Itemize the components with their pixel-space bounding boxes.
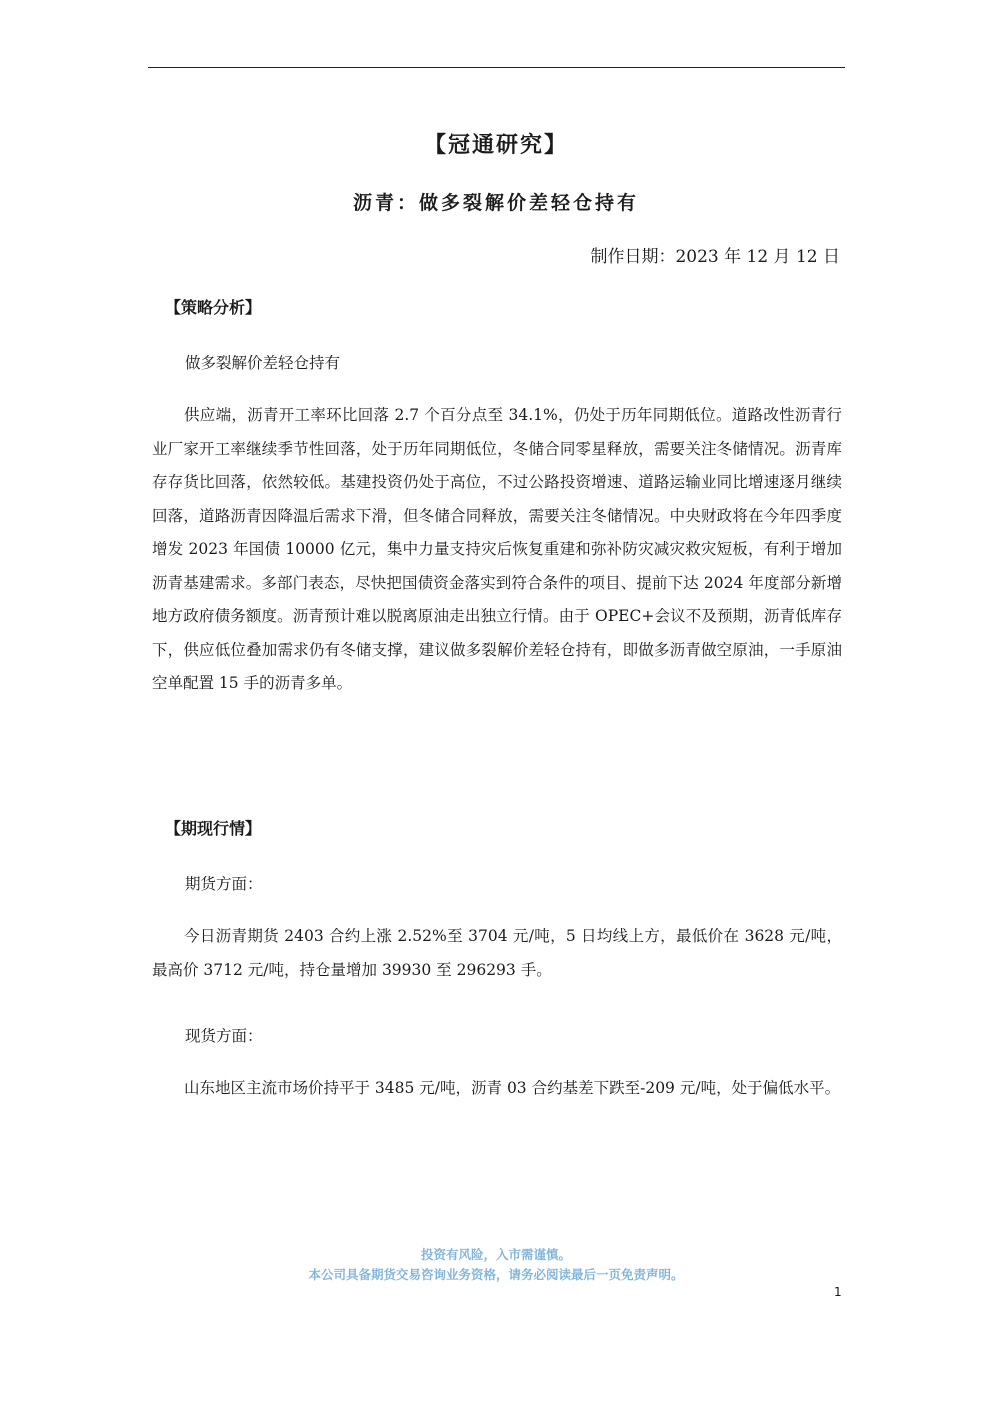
futures-text: 今日沥青期货 2403 合约上涨 2.52%至 3704 元/吨，5 日均线上方，最低价在 3628 元/吨，最高价 3712 元/吨，持仓量增加 39930 至 296293 手。 bbox=[152, 927, 842, 979]
header-rule bbox=[148, 67, 845, 68]
report-title: 沥青：做多裂解价差轻仓持有 bbox=[352, 192, 639, 214]
spot-text: 山东地区主流市场价持平于 3485 元/吨，沥青 03 合约基差下跌至-209 元/吨，处于偏低水平。 bbox=[184, 1079, 841, 1097]
futures-label: 期货方面： bbox=[185, 875, 263, 893]
section-heading-strategy: 【策略分析】 bbox=[165, 298, 262, 317]
spot-label: 现货方面： bbox=[185, 1027, 263, 1045]
page-number: 1 bbox=[834, 1285, 842, 1299]
strategy-body: 供应端，沥青开工率环比回落 2.7 个百分点至 34.1%，仍处于历年同期低位。道路改性沥青行业厂家开工率继续季节性回落，处于历年同期低位，冬储合同零星释放，需要关注冬储情况。沥青库存存货比回落，依然较低。基建投资仍处于高位，不过公路投资增速、道路运输业同比增速逐月继续回落，道路沥青因降温后需求下滑，但冬储合同释放，需要关注冬储情况。中央财政将在今年四季度增发 2023 年国债 10000 亿元，集中力量支持灾后恢复重建和弥补防灾减灾救灾短板，有利于增加沥青基建需求。多部门表态，尽快把国债资金落实到符合条件的项目、提前下达 2024 年度部分新增地方政府债务额度。沥青预计难以脱离原油走出独立行情。由于 OPEC+会议不及预期，沥青低库存下，供应低位叠加需求仍有冬储支撑，建议做多裂解价差轻仓持有，即做多沥青做空原油，一手原油空单配置 15 手的沥青多单。 bbox=[152, 406, 842, 692]
brand-heading: 【冠通研究】 bbox=[423, 132, 568, 158]
disclaimer-note: 本公司具备期货交易咨询业务资格，请务必阅读最后一页免责声明。 bbox=[308, 1267, 684, 1282]
strategy-summary: 做多裂解价差轻仓持有 bbox=[185, 354, 341, 372]
report-date: 制作日期：2023 年 12 月 12 日 bbox=[590, 247, 840, 267]
risk-warning: 投资有风险，入市需谨慎。 bbox=[420, 1247, 571, 1262]
section-heading-market: 【期现行情】 bbox=[165, 819, 262, 838]
